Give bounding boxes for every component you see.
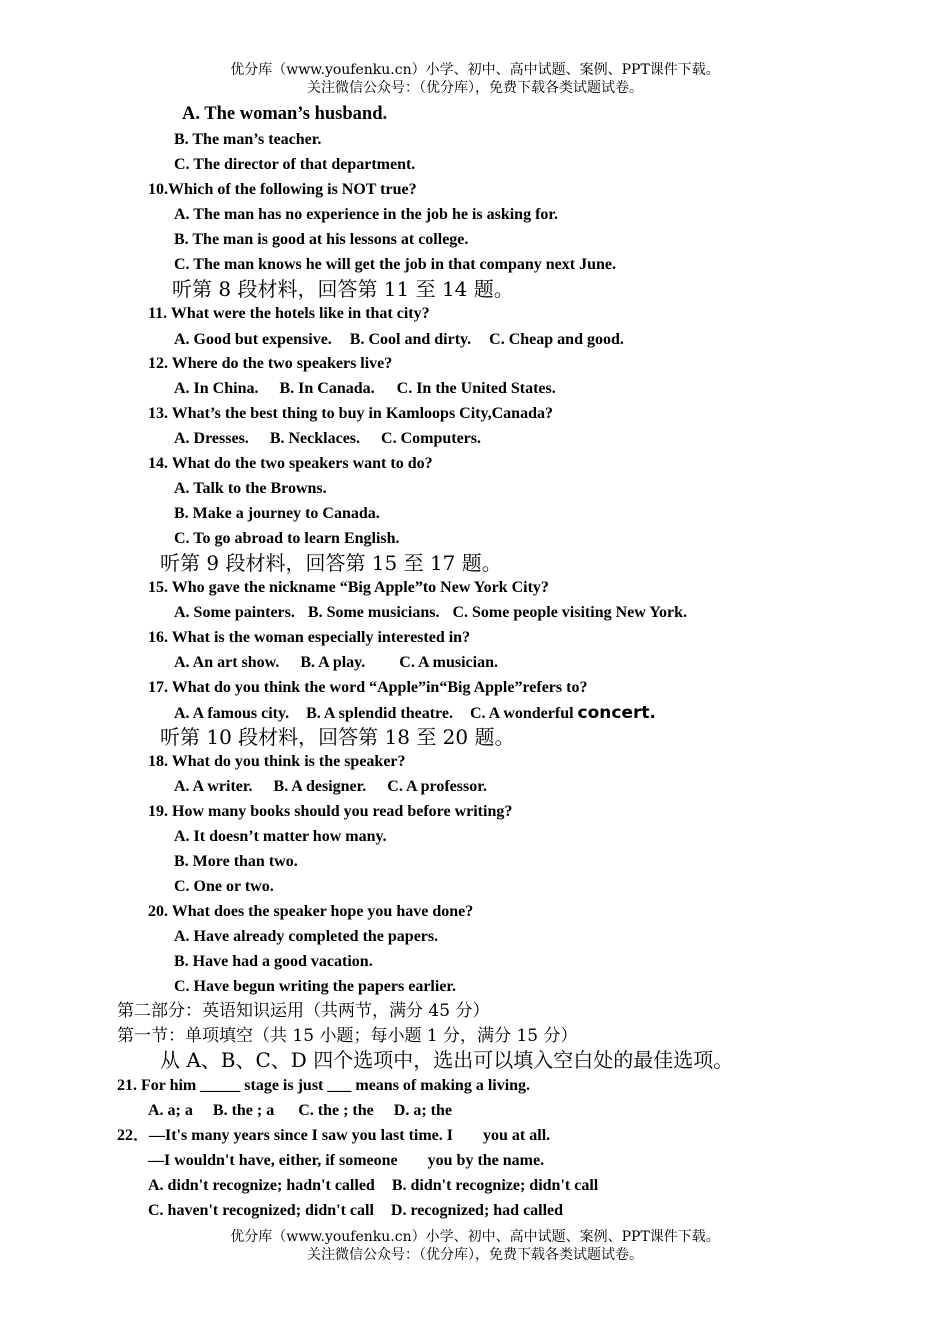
q19-option-c: C. One or two. [174,878,274,895]
q17-option-c [470,703,656,724]
q22-stem-line-1 [117,1126,550,1146]
q20-option-b: B. Have had a good vacation. [174,953,373,970]
q14-option-b: B. Make a journey to Canada. [174,505,380,522]
q22-options-row-1 [148,1176,598,1196]
q13-option-a: A. Dresses. [174,430,249,447]
q11-options [174,330,624,350]
q17-option-a: A. A famous city. [174,705,290,722]
q13-option-b: B. Necklaces. [269,430,361,447]
q20-stem: 20. What does the speaker hope you have done? [148,903,474,920]
q21-option-a: A. a; a [148,1102,193,1119]
q22-line1-part-a: —It's many years since I saw you last time. I [149,1127,454,1144]
q16-option-b: B. A play. [300,654,366,671]
q21-stem: 21. For him _____ stage is just ___ means of making a living. [117,1077,531,1094]
q10-option-a: A. The man has no experience in the job he is asking for. [174,206,559,223]
q15-option-a: A. Some painters. [174,604,295,621]
q11-stem: 11. What were the hotels like in that city? [148,305,430,322]
q18-option-a: A. A writer. [174,778,253,795]
part-2-heading: 第二部分：英语知识运用（共两节，满分 45 分） [117,1001,490,1021]
q11-option-c: C. Cheap and good. [489,331,624,348]
q15-option-b: B. Some musicians. [307,604,440,621]
section-8-heading: 听第 8 段材料，回答第 11 至 14 题。 [172,277,514,301]
q22-options-row-2 [148,1201,563,1221]
q22-option-d: D. recognized; had called [390,1202,564,1219]
q17-options [174,703,656,724]
q22-option-c: C. haven't recognized; didn't call [148,1202,374,1219]
q15-options [174,603,687,623]
page-header-line-2: 关注微信公众号：（优分库），免费下载各类试题试卷。 [307,80,643,96]
q14-option-a: A. Talk to the Browns. [174,480,327,497]
section-9-heading: 听第 9 段材料，回答第 15 至 17 题。 [160,551,502,575]
q12-option-b: B. In Canada. [279,380,375,397]
q12-option-c: C. In the United States. [396,380,556,397]
q16-options [174,653,498,673]
q16-stem: 16. What is the woman especially interested in? [148,629,471,646]
q20-option-c: C. Have begun writing the papers earlier. [174,978,457,995]
q18-stem: 18. What do you think is the speaker? [148,753,406,770]
q17-stem: 17. What do you think the word “Apple”in“Big Apple”refers to? [148,679,588,696]
q21-option-c: C. the ; the [298,1102,374,1119]
q17-option-c-prefix: C. A wonderful [469,705,574,722]
q14-option-c: C. To go abroad to learn English. [174,530,400,547]
q16-option-c: C. A musician. [399,654,498,671]
q12-stem: 12. Where do the two speakers live? [148,355,393,372]
q18-option-c: C. A professor. [387,778,487,795]
page-footer-line-2: 关注微信公众号：（优分库），免费下载各类试题试卷。 [307,1247,643,1263]
q9-option-c: C. The director of that department. [174,156,416,173]
q18-options [174,777,487,797]
q20-option-a: A. Have already completed the papers. [174,928,439,945]
q19-stem: 19. How many books should you read before writing? [148,803,513,820]
part-2-section-1-heading: 第一节：单项填空（共 15 小题；每小题 1 分，满分 15 分） [117,1026,578,1046]
page-header-line-1: 优分库（www.youfenku.cn）小学、初中、高中试题、案例、PPT课件下载。 [230,62,720,78]
q9-option-a: A. The woman’s husband. [182,104,388,124]
q22-option-a: A. didn't recognize; hadn't called [148,1177,375,1194]
q11-option-b: B. Cool and dirty. [349,331,472,348]
q19-option-a: A. It doesn’t matter how many. [174,828,387,845]
q22-number: 22． [117,1127,150,1144]
q15-stem: 15. Who gave the nickname “Big Apple”to New York City? [148,579,549,596]
q10-stem: 10.Which of the following is NOT true? [148,181,417,198]
q22-option-b: B. didn't recognize; didn't call [391,1177,599,1194]
q16-option-a: A. An art show. [174,654,280,671]
q22-stem-line-2 [148,1151,544,1171]
q17-option-b: B. A splendid theatre. [306,705,453,722]
q19-option-b: B. More than two. [174,853,298,870]
q21-options [148,1101,452,1121]
q14-stem: 14. What do the two speakers want to do? [148,455,433,472]
q13-options [174,429,481,449]
instruction: 从 A、B、C、D 四个选项中，选出可以填入空白处的最佳选项。 [160,1048,734,1072]
q18-option-b: B. A designer. [273,778,367,795]
section-10-heading: 听第 10 段材料，回答第 18 至 20 题。 [160,725,515,749]
q13-stem: 13. What’s the best thing to buy in Kamloops City,Canada? [148,405,553,422]
q21-option-d: D. a; the [393,1102,452,1119]
q12-options [174,379,556,399]
q10-option-c: C. The man knows he will get the job in that company next June. [174,256,616,273]
q22-line2-part-b: you by the name. [427,1152,545,1169]
q21-option-b: B. the ; a [212,1102,275,1119]
page-footer-line-1: 优分库（www.youfenku.cn）小学、初中、高中试题、案例、PPT课件下载。 [230,1229,720,1245]
q22-line1-part-b: you at all. [483,1127,551,1144]
q11-option-a: A. Good but expensive. [174,331,332,348]
q9-option-b: B. The man’s teacher. [174,131,322,148]
q13-option-c: C. Computers. [381,430,482,447]
q12-option-a: A. In China. [174,380,259,397]
q10-option-b: B. The man is good at his lessons at college. [174,231,469,248]
q17-option-c-word: concert. [577,703,656,723]
q22-line2-part-a: —I wouldn't have, either, if someone [148,1152,398,1169]
q15-option-c: C. Some people visiting New York. [452,604,687,621]
